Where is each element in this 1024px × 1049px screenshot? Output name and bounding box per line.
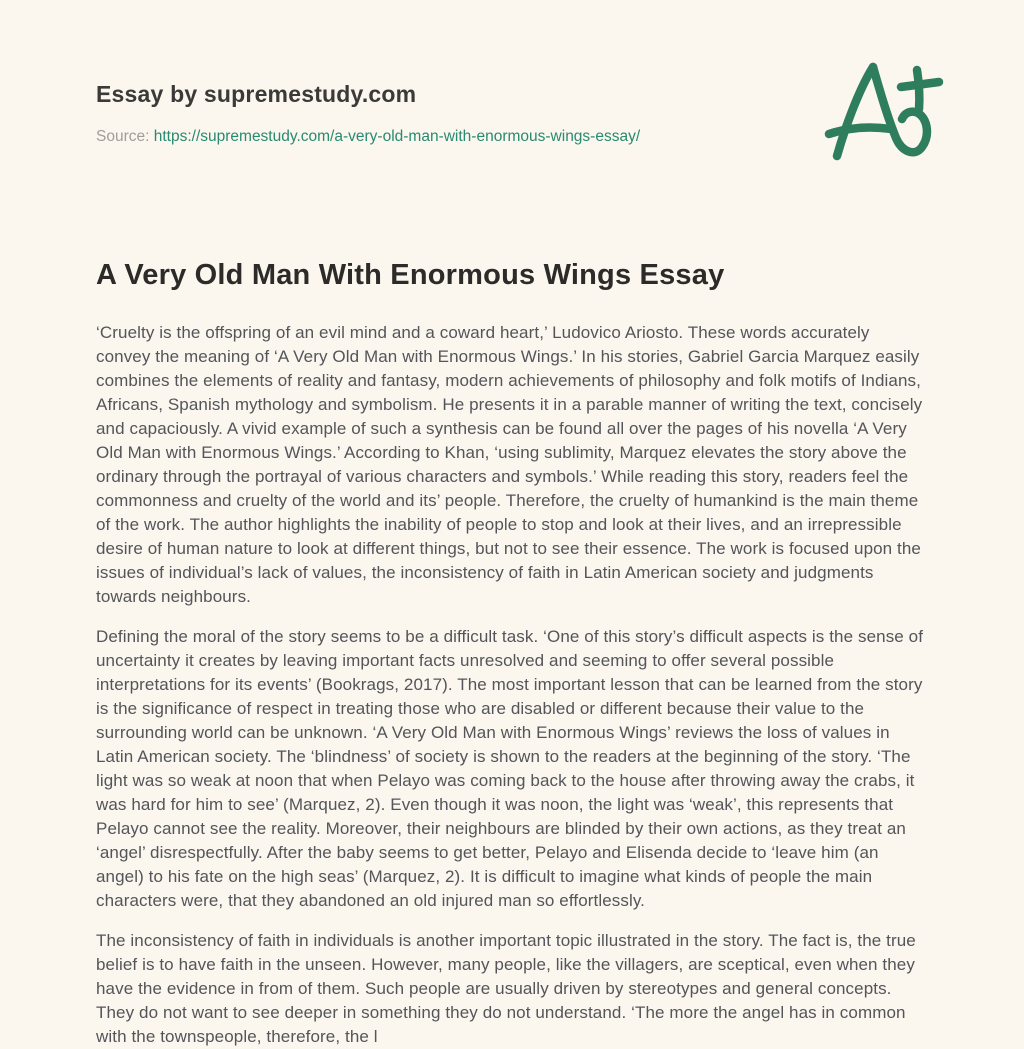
source-link[interactable]: https://supremestudy.com/a-very-old-man-with-enormous-wings-essay/ — [153, 128, 641, 145]
essay-paragraph-2: Defining the moral of the story seems to be a difficult task. ‘One of this story’s difficult aspects is the sense of uncertainty it creates by leaving important facts unresolved and seeming to offer several possible interpretations for its events’ (Bookrags, 2017). The most important lesson that can be learned from the story is the significance of respect in treating those who are disabled or different because their value to the surrounding world can be unknown. ‘A Very Old Man with Enormous Wings’ reviews the loss of values in Latin American society. The ‘blindness’ of society is shown to the readers at the beginning of the story. ‘The light was so weak at noon that when Pelayo was coming back to the house after throwing away the crabs, it was hard for him to see’ (Marquez, 2). Even though it was noon, the light was ‘weak’, this represents that Pelayo cannot see the reality. Moreover, their neighbours are blinded by their own actions, as they treat an ‘angel’ disrespectfully. After the baby seems to get better, Pelayo and Elisenda decide to ‘leave him (an angel) to his fate on the high seas’ (Marquez, 2). It is difficult to imagine what kinds of people the main characters were, that they abandoned an old injured man so effortlessly. — [96, 627, 924, 910]
header-title: Essay by supremestudy.com — [96, 81, 417, 107]
source-line — [96, 127, 928, 147]
essay-paragraph-1: ‘Cruelty is the offspring of an evil mind and a coward heart,’ Ludovico Ariosto. These words accurately convey the meaning of ‘A Very Old Man with Enormous Wings.’ In his stories, Gabriel Garcia Marquez easily combines the elements of reality and fantasy, modern achievements of philosophy and folk motifs of Indians, Africans, Spanish mythology and symbolism. He presents it in a parable manner of writing the text, concisely and capaciously. A vivid example of such a synthesis can be found all over the pages of his novella ‘A Very Old Man with Enormous Wings.’ According to Khan, ‘using sublimity, Marquez elevates the story above the ordinary through the portrayal of various characters and symbols.’ While reading this story, readers feel the commonness and cruelty of the world and its’ people. Therefore, the cruelty of humankind is the main theme of the work. The author highlights the inability of people to stop and look at their lives, and an irrepressible desire of human nature to look at different things, but not to see their essence. The work is focused upon the issues of individual’s lack of values, the inconsistency of faith in Latin American society and judgments towards neighbours. — [96, 323, 923, 606]
essay-body — [96, 321, 928, 1049]
essay-paragraph-3: The inconsistency of faith in individuals is another important topic illustrated in the story. The fact is, the true belief is to have faith in the unseen. However, many people, like the villagers, are sceptical, even when they have the evidence in from of them. Such people are usually driven by stereotypes and general concepts. They do not want to see deeper in something they do not understand. ‘The more the angel has in common with the townspeople, therefore, the l — [96, 931, 916, 1046]
essay-title: A Very Old Man With Enormous Wings Essay — [96, 259, 725, 291]
source-label: Source: — [96, 128, 150, 145]
